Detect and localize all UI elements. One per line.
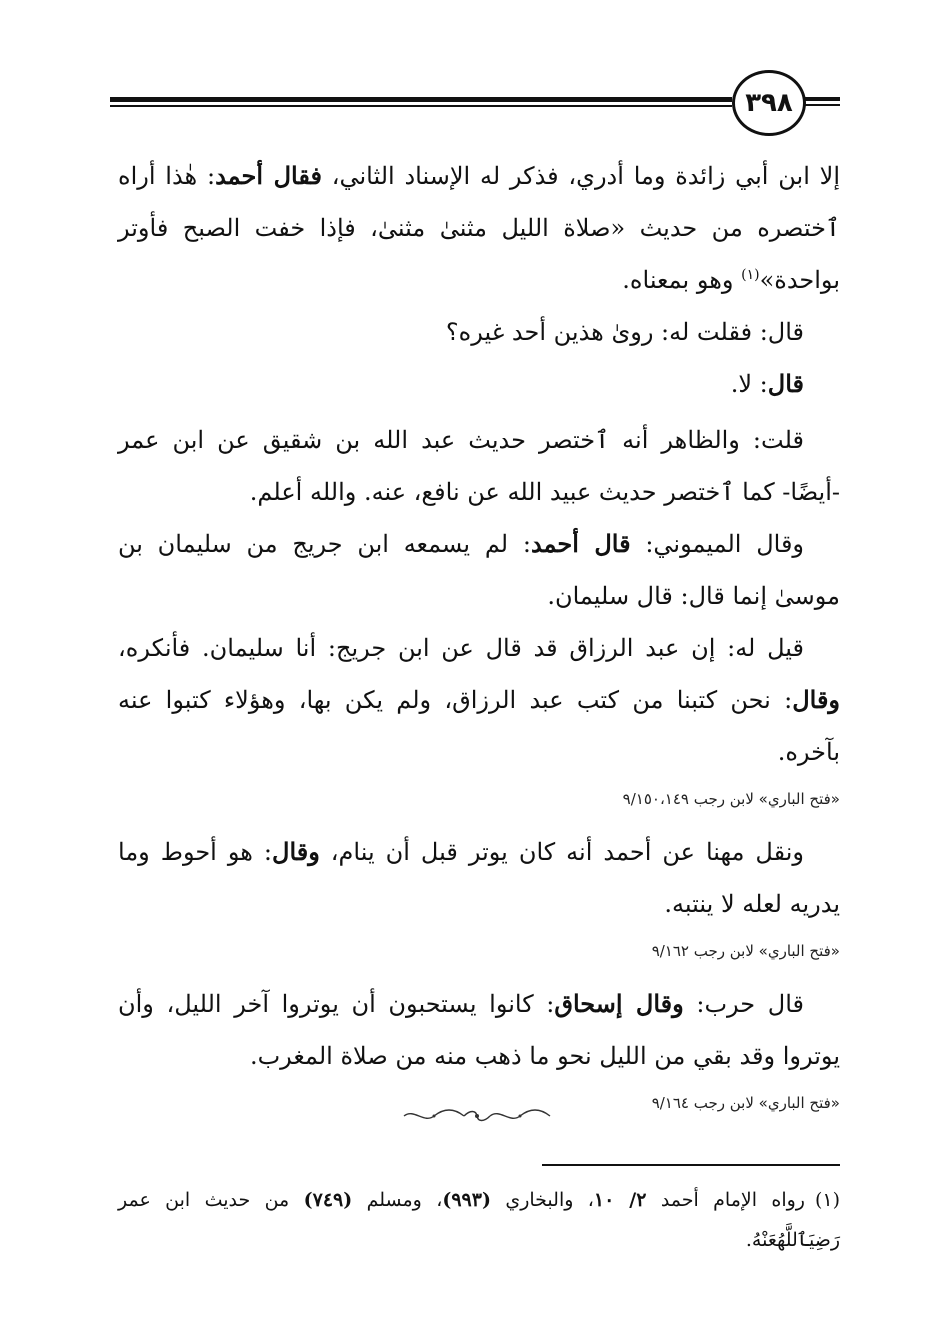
paragraph-8 <box>118 978 840 1082</box>
text-run: ونقل مهنا عن أحمد أنه كان يوتر قبل أن ينام، <box>319 838 805 866</box>
text-run: إلا ابن أبي زائدة وما أدري، فذكر له الإسناد الثاني، <box>321 162 841 190</box>
page-body <box>118 150 840 1130</box>
bold-run: (٩٩٣) <box>442 1189 491 1211</box>
paragraph-4 <box>118 414 840 518</box>
text-run: قيل له: إن عبد الرزاق قد قال عن ابن جريج: أنا سليمان. فأنكره، <box>118 634 804 662</box>
paragraph-3 <box>118 358 840 410</box>
bold-run: فقال أحمد <box>215 161 322 190</box>
page-number-badge <box>732 70 806 136</box>
paragraph-7 <box>118 826 840 930</box>
source-citation-2: «فتح الباري» لابن رجب ٩/١٦٢ <box>651 942 840 960</box>
paragraph-5 <box>118 518 840 622</box>
text-run: ، ومسلم <box>352 1189 443 1211</box>
text-run: : لا. <box>730 370 768 398</box>
bold-run: (٧٤٩) <box>303 1189 353 1211</box>
text-run: رواه الإمام أحمد <box>646 1189 805 1211</box>
text-run: : نحن كتبنا من كتب عبد الرزاق، ولم يكن بها، وهؤلاء كتبوا عنه بآخره. <box>118 686 840 766</box>
footnote-ref: (١) <box>741 267 760 283</box>
text-run: : هٰذا أراه ٱختصره من حديث «صلاة الليل مثنىٰ مثنىٰ، فإذا خفت الصبح فأوتر بواحدة» <box>118 162 840 294</box>
header-rule-right-thin <box>804 104 840 106</box>
text-run: وهو بمعناه. <box>622 266 742 294</box>
text-run: وقال الميموني: <box>630 530 805 558</box>
footnote-separator <box>542 1164 840 1166</box>
bold-run: قال <box>767 369 804 398</box>
header-rule-right <box>804 97 840 101</box>
page-number: ٣٩٨ <box>745 88 793 118</box>
bold-run: وقال <box>792 685 840 714</box>
bold-run: قال أحمد <box>530 529 631 558</box>
bold-run: ٢/ ١٠ <box>593 1189 647 1211</box>
text-run: : هو أحوط وما يدريه لعله لا ينتبه. <box>118 838 840 918</box>
paragraph-2 <box>118 306 840 358</box>
bold-run: وقال إسحاق <box>554 989 684 1018</box>
bold-run: وقال <box>272 837 320 866</box>
text-run: : كانوا يستحبون أن يوتروا آخر الليل، وأن يوتروا وقد بقي من الليل نحو ما ذهب منه من صلاة المغرب. <box>118 990 840 1070</box>
paragraph-1 <box>118 150 840 306</box>
text-run: : لم يسمعه ابن جريج من سليمان بن موسىٰ إنما قال: قال سليمان. <box>118 530 840 610</box>
paragraph-6 <box>118 622 840 778</box>
text-run: ، والبخاري <box>490 1189 594 1211</box>
header-rule-thin <box>110 105 732 107</box>
page-header <box>110 70 840 140</box>
section-divider-ornament <box>402 1108 552 1124</box>
header-rule-thick <box>110 97 732 102</box>
text-run: قال حرب: <box>683 990 804 1018</box>
source-citation-3: «فتح الباري» لابن رجب ٩/١٦٤ <box>651 1094 840 1112</box>
text-run: قلت: والظاهر أنه ٱختصر حديث عبد الله بن شقيق عن ابن عمر -أيضًا- كما ٱختصر حديث عبيد الله عن نافع، عنه. والله أعلم. <box>118 426 840 506</box>
footnote <box>118 1180 840 1260</box>
text-run: من حديث ابن عمر رَضِيَٱللَّهُعَنْهُ. <box>118 1189 840 1251</box>
text-run: قال: فقلت له: روىٰ هذين أحد غيره؟ <box>445 318 804 346</box>
footnote-number: (١) <box>814 1189 841 1211</box>
source-citation-1: «فتح الباري» لابن رجب ٩/١٥٠،١٤٩ <box>622 790 840 808</box>
